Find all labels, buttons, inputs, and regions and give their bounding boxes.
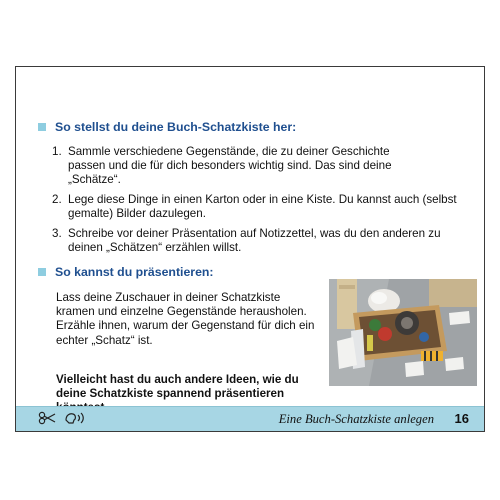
worksheet-page [15, 66, 485, 432]
heading-bullet [38, 268, 46, 276]
section-heading-present [38, 265, 214, 279]
page-number: 16 [454, 411, 469, 426]
list-item [52, 145, 472, 187]
closing-paragraph: Vielleicht hast du auch andere Ideen, wie du deine Schatzkiste spannend präsentieren [56, 373, 299, 401]
list-item-number: 3. [52, 227, 62, 240]
list-item [52, 193, 472, 221]
footer-icon-group [38, 411, 86, 425]
scissors-icon [38, 411, 56, 425]
section-heading-build [38, 120, 296, 134]
instruction-list [52, 145, 472, 261]
list-item-text: Lege diese Dinge in einen Karton oder in eine Kiste. Du kannst auch (selbst gemalte) Bilder dazulegen. [68, 193, 457, 220]
treasure-box-photo [329, 279, 477, 386]
list-item [52, 227, 472, 255]
presentation-paragraph: Lass deine Zuschauer in deiner Schatzkiste kramen und einzelne Gegenstände herausholen. Erzähle ihnen, warum der Gegenstand für dich ein echter „Schatz“ ist. [56, 291, 315, 347]
speaking-head-icon [64, 411, 86, 425]
treasure-box-photo-illustration [329, 279, 477, 386]
footer-band [16, 406, 484, 431]
list-item-number: 1. [52, 145, 62, 158]
list-item-text: Schreibe vor deiner Präsentation auf Notizzettel, was du den anderen zu deinen „Schätzen“ erzählen willst. [68, 227, 441, 254]
section-heading-build-text: So stellst du deine Buch-Schatzkiste her: [55, 120, 297, 134]
list-item-number: 2. [52, 193, 62, 206]
list-item-text: Sammle verschiedene Gegenstände, die zu deiner Geschichte passen und die für dich besonders wichtig sind. Das sind deine „Schätze“. [68, 145, 392, 186]
section-heading-present-text: So kannst du präsentieren: [55, 265, 214, 279]
heading-bullet [38, 123, 46, 131]
footer-title: Eine Buch-Schatzkiste anlegen [278, 412, 434, 426]
